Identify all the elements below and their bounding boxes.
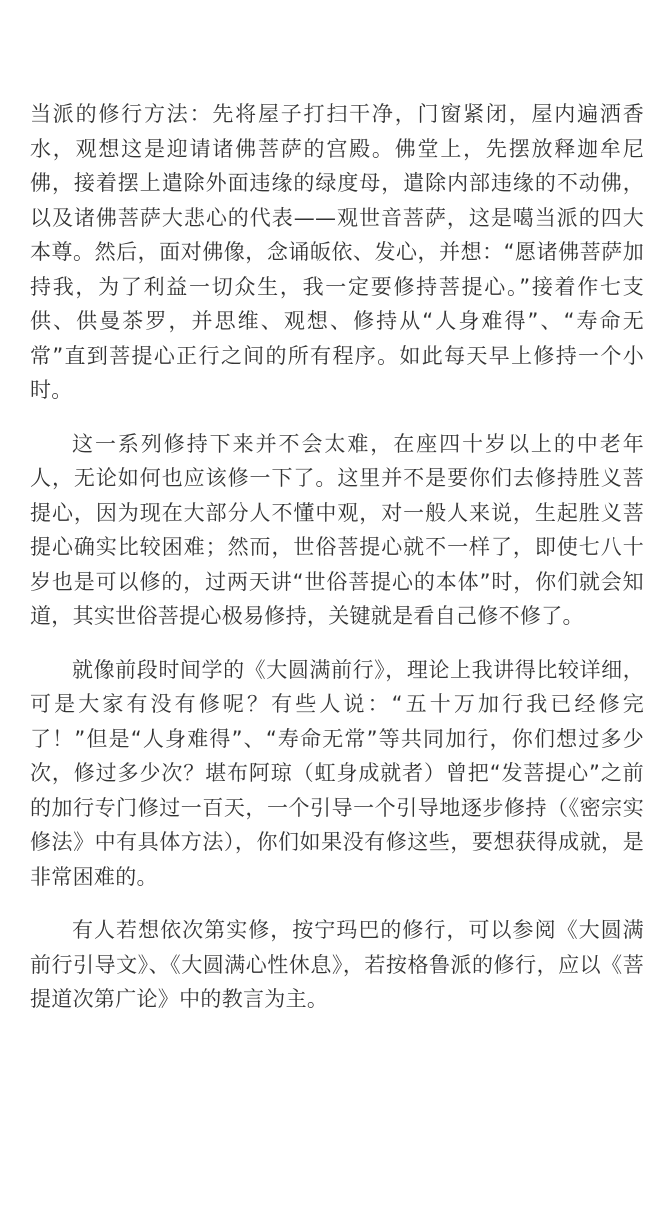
paragraph-4: 有人若想依次第实修，按宁玛巴的修行，可以参阅《大圆满前行引导文》、《大圆满心性休息》，若按格鲁派的修行，应以《菩提道次第广论》中的教言为主。 (30, 918, 644, 1011)
paragraph-3: 就像前段时间学的《大圆满前行》，理论上我讲得比较详细，可是大家有没有修呢？有些人说：“五十万加行我已经修完了！”但是“人身难得”、“寿命无常”等共同加行，你们想过多少次，修过多少次？堪布阿琼（虹身成就者）曾把“发菩提心”之前的加行专门修过一百天，一个引导一个引导地逐步修持（《密宗实修法》中有具体方法），你们如果没有修这些，要想获得成就，是非常困难的。 (30, 657, 644, 889)
paragraph-2: 这一系列修持下来并不会太难，在座四十岁以上的中老年人，无论如何也应该修一下了。这里并不是要你们去修持胜义菩提心，因为现在大部分人不懂中观，对一般人来说，生起胜义菩提心确实比较困难；然而，世俗菩提心就不一样了，即使七八十岁也是可以修的，过两天讲“世俗菩提心的本体”时，你们就会知道，其实世俗菩提心极易修持，关键就是看自己修不修了。 (30, 431, 644, 628)
paragraph-1: 当派的修行方法：先将屋子打扫干净，门窗紧闭，屋内遍洒香水，观想这是迎请诸佛菩萨的宫殿。佛堂上，先摆放释迦牟尼佛，接着摆上遣除外面违缘的绿度母，遣除内部违缘的不动佛，以及诸佛菩萨大悲心的代表——观世音菩萨，这是噶当派的四大本尊。然后，面对佛像，念诵皈依、发心，并想：“愿诸佛菩萨加持我，为了利益一切众生，我一定要修持菩提心。”接着作七支供、供曼茶罗，并思维、观想、修持从“人身难得”、“寿命无常”直到菩提心正行之间的所有程序。如此每天早上修持一个小时。 (30, 102, 644, 402)
